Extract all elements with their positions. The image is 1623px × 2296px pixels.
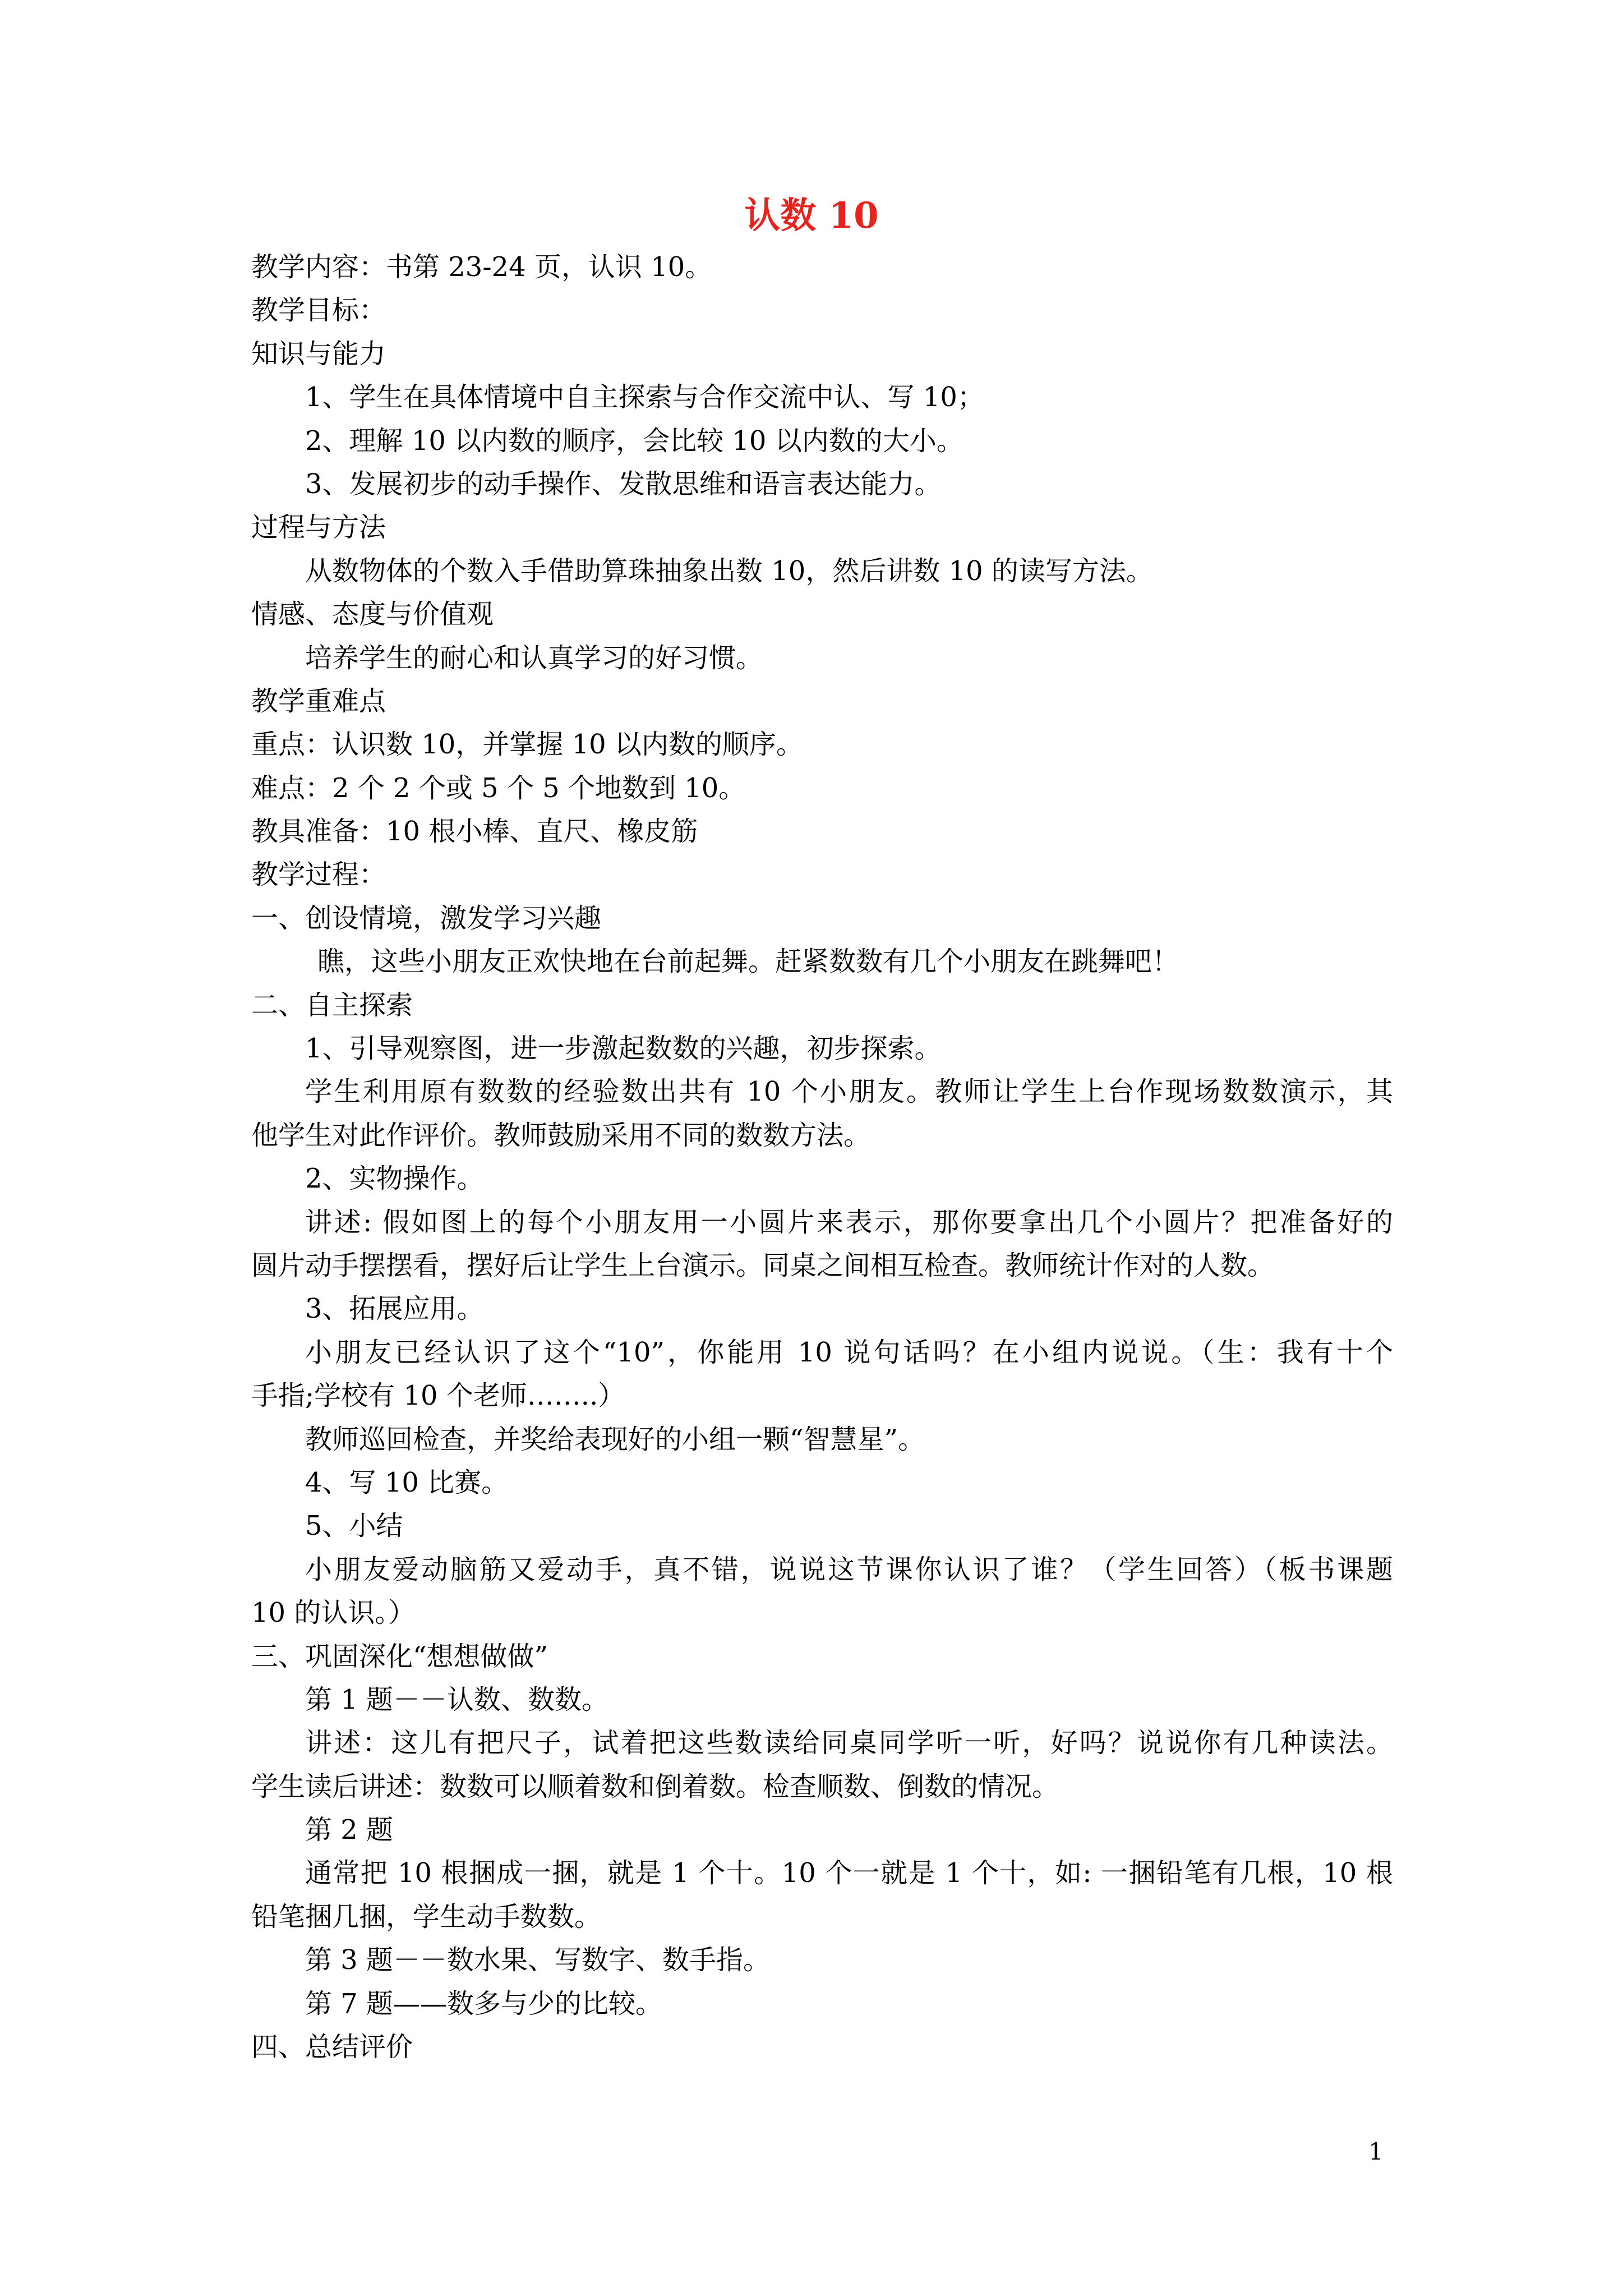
paragraph-line: 教师巡回检查，并奖给表现好的小组一颗“智慧星”。 (305, 1423, 925, 1455)
key-points-heading: 教学重难点 (251, 685, 386, 717)
teaching-content-line: 教学内容：书第 23-24 页，认识 10。 (251, 251, 712, 283)
paragraph-line: 学生读后讲述：数数可以顺着数和倒着数。检查顺数、倒数的情况。 (251, 1770, 1059, 1802)
teaching-process-heading: 教学过程： (251, 859, 386, 891)
document-title: 认数 10 (744, 195, 879, 237)
exercise-1-heading: 第 1 题－－认数、数数。 (305, 1683, 609, 1715)
exercise-3-heading: 第 3 题－－数水果、写数字、数手指。 (305, 1944, 771, 1976)
process-method-heading: 过程与方法 (251, 512, 386, 544)
difficulty-line: 难点：2 个 2 个或 5 个 5 个地数到 10。 (251, 772, 746, 804)
section-2-heading: 二、自主探索 (251, 989, 413, 1021)
knowledge-ability-heading: 知识与能力 (251, 338, 386, 370)
emotion-values-text: 培养学生的耐心和认真学习的好习惯。 (305, 642, 763, 674)
paragraph-line: 小朋友爱动脑筋又爱动手，真不错，说说这节课你认识了谁？（学生回答）（板书课题 (305, 1553, 1393, 1585)
process-method-text: 从数物体的个数入手借助算珠抽象出数 10，然后讲数 10 的读写方法。 (305, 555, 1153, 587)
goal-item-1: 1、学生在具体情境中自主探索与合作交流中认、写 10； (305, 381, 984, 413)
goal-item-2: 2、理解 10 以内数的顺序，会比较 10 以内数的大小。 (305, 425, 963, 457)
paragraph-line: 他学生对此作评价。教师鼓励采用不同的数数方法。 (251, 1119, 871, 1151)
exercise-2-heading: 第 2 题 (305, 1814, 394, 1846)
teaching-aids-line: 教具准备：10 根小棒、直尺、橡皮筋 (251, 816, 698, 848)
exercise-7-heading: 第 7 题——数多与少的比较。 (305, 1987, 663, 2019)
paragraph-line: 讲述：这儿有把尺子，试着把这些数读给同桌同学听一听，好吗？说说你有几种读法。 (305, 1727, 1393, 1759)
section-2-item-5: 5、小结 (305, 1510, 403, 1542)
paragraph-line: 10 的认识。） (251, 1597, 416, 1629)
paragraph-line: 学生利用原有数数的经验数出共有 10 个小朋友。教师让学生上台作现场数数演示，其 (305, 1076, 1393, 1108)
section-2-item-4: 4、写 10 比赛。 (305, 1466, 509, 1498)
paragraph-line: 小朋友已经认识了这个“10”，你能用 10 说句话吗？在小组内说说。（生：我有十个 (305, 1336, 1393, 1368)
section-2-item-1: 1、引导观察图，进一步激起数数的兴趣，初步探索。 (305, 1033, 942, 1065)
section-4-heading: 四、总结评价 (251, 2031, 413, 2063)
paragraph-line: 手指;学校有 10 个老师……..） (251, 1380, 625, 1412)
section-3-heading: 三、巩固深化“想想做做” (251, 1640, 548, 1672)
paragraph-line: 通常把 10 根捆成一捆，就是 1 个十。10 个一就是 1 个十，如: 一捆铅笔有几根，10 根 (305, 1857, 1393, 1889)
section-1-text: 瞧，这些小朋友正欢快地在台前起舞。赶紧数数有几个小朋友在跳舞吧！ (317, 946, 1179, 978)
document-body (251, 246, 1393, 2069)
section-2-item-3: 3、拓展应用。 (305, 1293, 484, 1325)
key-point-line: 重点：认识数 10，并掌握 10 以内数的顺序。 (251, 729, 803, 761)
paragraph-line: 讲述: 假如图上的每个小朋友用一小圆片来表示，那你要拿出几个小圆片？把准备好的 (305, 1206, 1393, 1238)
teaching-goals-heading: 教学目标： (251, 295, 386, 326)
section-1-heading: 一、创设情境，激发学习兴趣 (251, 902, 602, 934)
section-2-item-2: 2、实物操作。 (305, 1163, 484, 1195)
page-number: 1 (1368, 2138, 1384, 2165)
paragraph-line: 圆片动手摆摆看，摆好后让学生上台演示。同桌之间相互检查。教师统计作对的人数。 (251, 1249, 1275, 1281)
paragraph-line: 铅笔捆几捆，学生动手数数。 (251, 1901, 602, 1932)
emotion-values-heading: 情感、态度与价值观 (251, 599, 494, 631)
goal-item-3: 3、发展初步的动手操作、发散思维和语言表达能力。 (305, 468, 942, 500)
